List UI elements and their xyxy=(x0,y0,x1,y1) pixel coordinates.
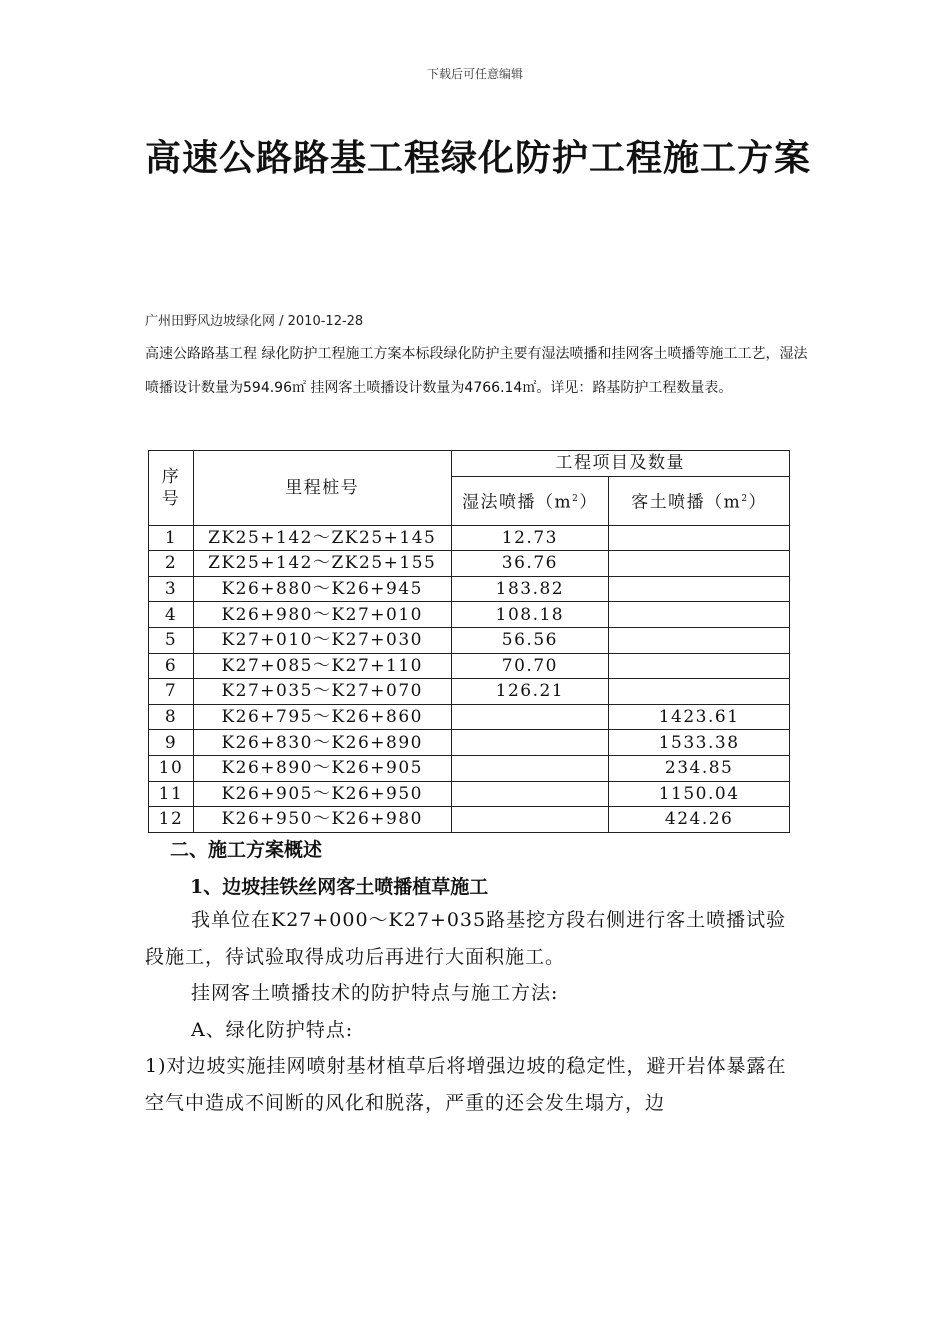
cell-seq: 4 xyxy=(149,602,194,628)
cell-station: K26+795～K26+860 xyxy=(193,704,451,730)
cell-station: K26+880～K26+945 xyxy=(193,576,451,602)
cell-station: ZK25+142～ZK25+145 xyxy=(193,525,451,551)
table-row xyxy=(149,551,790,577)
cell-station: ZK25+142～ZK25+155 xyxy=(193,551,451,577)
table-row xyxy=(149,576,790,602)
header-soil-spray: 客土喷播$(m^2)$ xyxy=(609,476,790,525)
table-row xyxy=(149,781,790,807)
table-row xyxy=(149,679,790,705)
cell-wet xyxy=(451,730,609,756)
cell-wet xyxy=(451,755,609,781)
paragraph: 1)对边坡实施挂网喷射基材植草后将增强边坡的稳定性，避开岩体暴露在空气中造成不间断的风化和脱落，严重的还会发生塌方，边 xyxy=(145,1055,787,1114)
cell-wet: 70.70 xyxy=(451,653,609,679)
cell-wet xyxy=(451,807,609,833)
cell-wet: 56.56 xyxy=(451,627,609,653)
cell-seq: 7 xyxy=(149,679,194,705)
cell-seq: 10 xyxy=(149,755,194,781)
cell-seq: 12 xyxy=(149,807,194,833)
cell-wet: 12.73 xyxy=(451,525,609,551)
table-row xyxy=(149,653,790,679)
table-row xyxy=(149,602,790,628)
paragraph: 挂网客土喷播技术的防护特点与施工方法: xyxy=(191,982,559,1004)
cell-wet xyxy=(451,781,609,807)
cell-soil: 1533.38 xyxy=(609,730,790,756)
body-text xyxy=(145,902,805,1121)
table-row xyxy=(149,627,790,653)
cell-seq: 2 xyxy=(149,551,194,577)
cell-soil: 1150.04 xyxy=(609,781,790,807)
cell-wet: 183.82 xyxy=(451,576,609,602)
cell-station: K26+980～K27+010 xyxy=(193,602,451,628)
cell-soil xyxy=(609,679,790,705)
page-header-note: 下载后可任意编辑 xyxy=(426,67,523,81)
cell-seq: 8 xyxy=(149,704,194,730)
cell-seq: 5 xyxy=(149,627,194,653)
table-row xyxy=(149,807,790,833)
table-row xyxy=(149,704,790,730)
cell-seq: 1 xyxy=(149,525,194,551)
cell-wet: 36.76 xyxy=(451,551,609,577)
cell-station: K27+035～K27+070 xyxy=(193,679,451,705)
cell-soil: 1423.61 xyxy=(609,704,790,730)
subsection-heading: 1、边坡挂铁丝网客土喷播植草施工 xyxy=(190,876,489,898)
cell-station: K26+830～K26+890 xyxy=(193,730,451,756)
cell-seq: 6 xyxy=(149,653,194,679)
cell-wet: 126.21 xyxy=(451,679,609,705)
cell-wet xyxy=(451,704,609,730)
protection-quantity-table xyxy=(148,450,790,833)
header-wet-spray: 湿法喷播$(m^2)$ xyxy=(451,476,609,525)
paragraph: A、绿化防护特点: xyxy=(191,1018,354,1041)
intro-paragraph: 高速公路路基工程 绿化防护工程施工方案本标段绿化防护主要有湿法喷播和挂网客土喷播等施工工艺，湿法喷播设计数量为594.96㎡ 挂网客土喷播设计数量为4766.14㎡。详见：路基防护工程数量表。 xyxy=(145,346,808,396)
section-heading: 二、施工方案概述 xyxy=(170,839,323,861)
table-row xyxy=(149,525,790,551)
paragraph: 我单位在K27+000～K27+035路基挖方段右侧进行客土喷播试验段施工，待试验取得成功后再进行大面积施工。 xyxy=(145,909,787,968)
document-title: 高速公路路基工程绿化防护工程施工方案 xyxy=(145,137,812,179)
cell-station: K26+905～K26+950 xyxy=(193,781,451,807)
cell-seq: 9 xyxy=(149,730,194,756)
cell-soil xyxy=(609,576,790,602)
cell-station: K27+085～K27+110 xyxy=(193,653,451,679)
cell-soil xyxy=(609,653,790,679)
cell-station: K26+950～K26+980 xyxy=(193,807,451,833)
source-line: 广州田野风边坡绿化网 / 2010-12-28 xyxy=(145,314,364,329)
cell-soil xyxy=(609,551,790,577)
cell-soil: 234.85 xyxy=(609,755,790,781)
table-row xyxy=(149,755,790,781)
header-seq: 序号 xyxy=(149,451,194,526)
table-row xyxy=(149,730,790,756)
header-station: 里程桩号 xyxy=(193,451,451,526)
cell-station: K27+010～K27+030 xyxy=(193,627,451,653)
cell-station: K26+890～K26+905 xyxy=(193,755,451,781)
cell-soil: 424.26 xyxy=(609,807,790,833)
cell-soil xyxy=(609,602,790,628)
header-quantity-group: 工程项目及数量 xyxy=(451,451,789,477)
cell-soil xyxy=(609,627,790,653)
cell-wet: 108.18 xyxy=(451,602,609,628)
cell-seq: 3 xyxy=(149,576,194,602)
cell-soil xyxy=(609,525,790,551)
cell-seq: 11 xyxy=(149,781,194,807)
